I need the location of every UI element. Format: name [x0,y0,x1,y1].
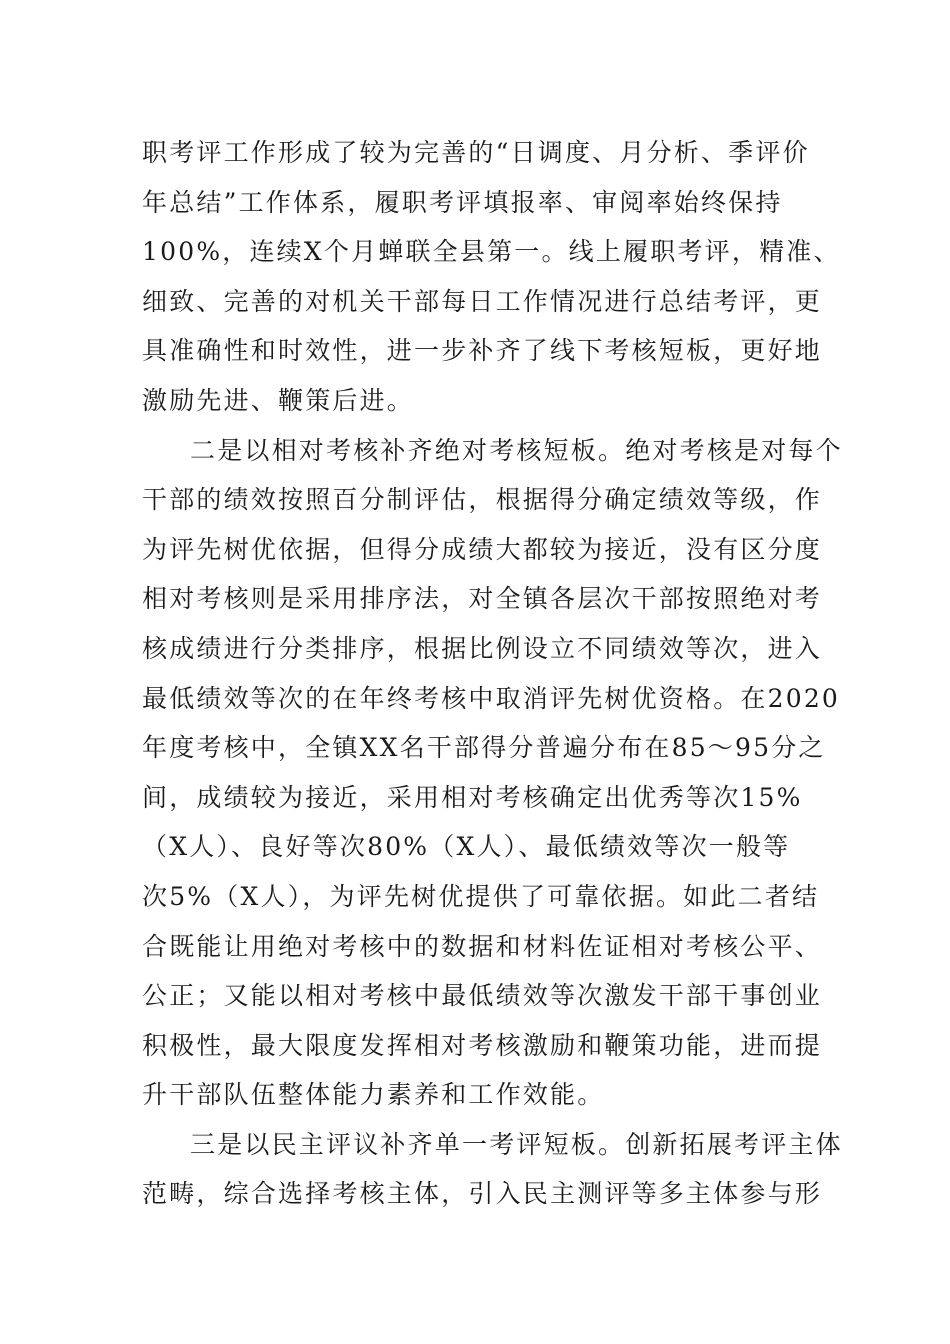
text-line: 具准确性和时效性，进一步补齐了线下考核短板，更好地 [142,336,823,366]
text-line: 升干部队伍整体能力素养和工作效能。 [142,1080,605,1110]
paragraph-start-line: 二是以相对考核补齐绝对考核短板。绝对考核是对每个 [190,435,843,465]
text-line: 合既能让用绝对考核中的数据和材料佐证相对考核公平、 [142,931,823,961]
text-line: 间，成绩较为接近，采用相对考核确定出优秀等次15% [142,782,803,812]
text-line: 相对考核则是采用排序法，对全镇各层次干部按照绝对考 [142,584,823,614]
text-line: 100%，连续X个月蝉联全县第一。线上履职考评，精准、 [142,237,841,267]
text-line: 为评先树优依据，但得分成绩大都较为接近，没有区分度 [142,534,823,564]
text-line: 最低绩效等次的在年终考核中取消评先树优资格。在2020 [142,683,841,713]
text-line: 公正；又能以相对考核中最低绩效等次激发干部干事创业 [142,981,823,1011]
text-line: 范畴，综合选择考核主体，引入民主测评等多主体参与形 [142,1179,823,1209]
text-line: 积极性，最大限度发挥相对考核激励和鞭策功能，进而提 [142,1030,823,1060]
text-line: 激励先进、鞭策后进。 [142,385,415,415]
text-line: 次5%（X人），为评先树优提供了可靠依据。如此二者结 [142,881,820,911]
text-line: （X人）、良好等次80%（X人）、最低绩效等次一般等 [142,832,791,862]
text-line: 年度考核中，全镇XX名干部得分普遍分布在85～95分之 [142,733,826,763]
paragraph-start-line: 三是以民主评议补齐单一考评短板。创新拓展考评主体 [190,1129,843,1159]
text-line: 年总结”工作体系，履职考评填报率、审阅率始终保持 [142,187,783,217]
text-line: 职考评工作形成了较为完善的“日调度、月分析、季评价 [142,138,810,167]
text-line: 干部的绩效按照百分制评估，根据得分确定绩效等级，作 [142,485,823,515]
body-text [142,128,842,1219]
text-line: 核成绩进行分类排序，根据比例设立不同绩效等次，进入 [142,633,823,663]
text-line: 细致、完善的对机关干部每日工作情况进行总结考评，更 [142,286,823,316]
